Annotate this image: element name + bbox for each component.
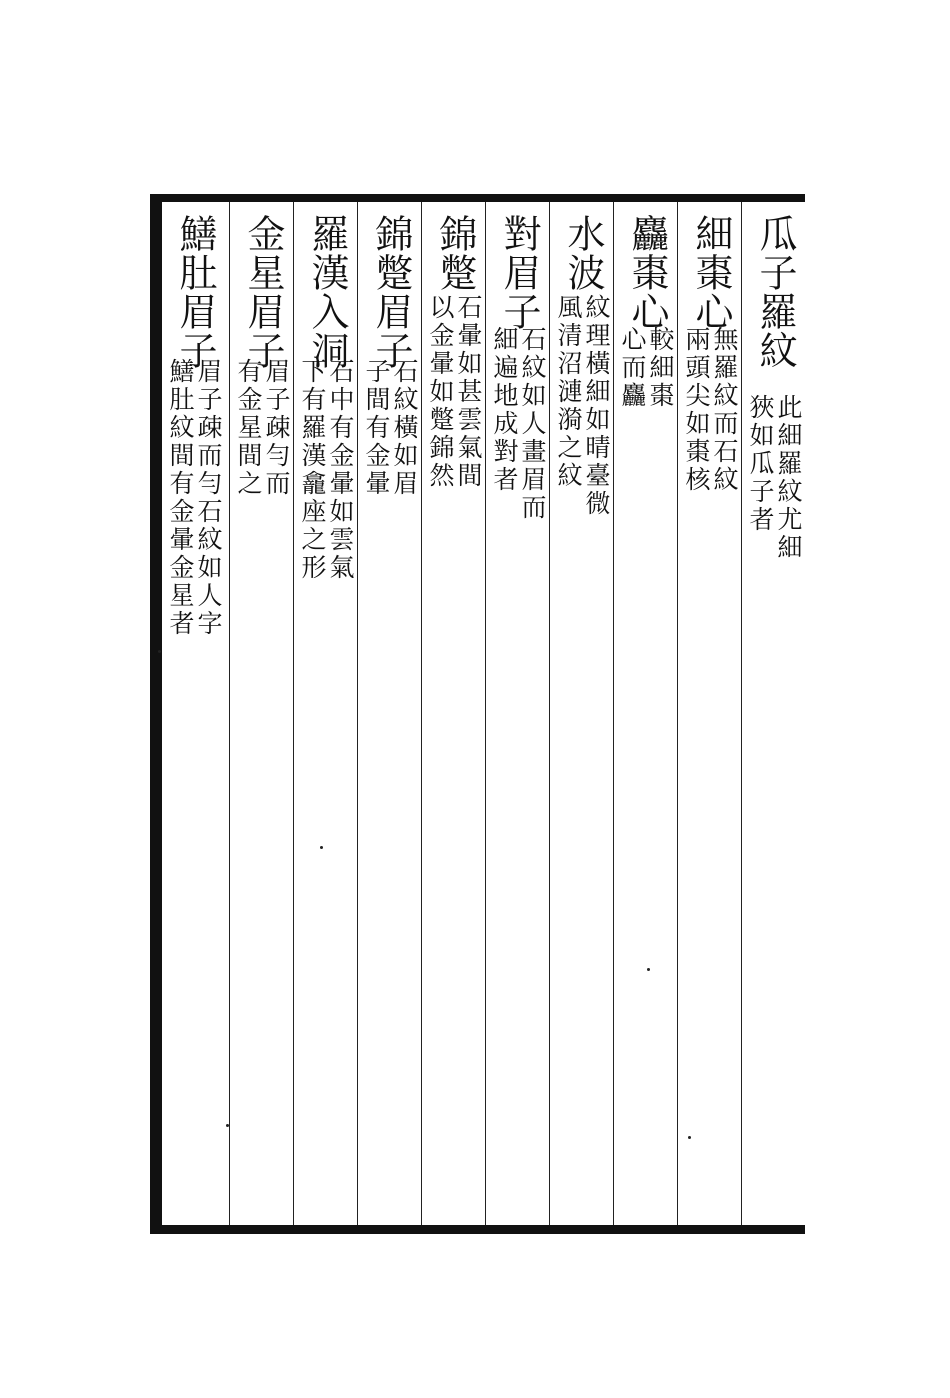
column-entry xyxy=(230,214,294,370)
ink-speck xyxy=(158,650,161,653)
column-entry xyxy=(550,214,614,292)
column-note xyxy=(618,326,674,410)
text-column-1 xyxy=(741,202,805,1225)
ink-speck xyxy=(647,968,650,971)
note-left-line: 風清沼漣漪之紋 xyxy=(554,294,583,490)
left-border-rule xyxy=(150,198,162,1230)
column-entry xyxy=(742,214,806,370)
column-title: 對眉子 xyxy=(497,214,541,331)
note-right-line: 石中有金暈如雲氣 xyxy=(326,358,355,582)
note-right-line: 石紋如人畫眉而 xyxy=(518,326,547,522)
text-column-5 xyxy=(485,202,549,1225)
note-left-line: 細遍地成對者 xyxy=(490,326,519,494)
note-left-line: 下有羅漢龕座之形 xyxy=(298,358,327,582)
top-border-rule xyxy=(150,194,805,202)
column-note xyxy=(166,358,222,638)
column-note xyxy=(682,326,738,494)
note-right-line: 較細棗 xyxy=(646,326,675,410)
note-right-line: 無羅紋而石紋 xyxy=(710,326,739,494)
column-title: 錦蹩眉子 xyxy=(369,214,413,370)
note-left-line: 狹如瓜子者 xyxy=(746,394,775,534)
bottom-border-rule xyxy=(150,1225,805,1234)
note-right-line: 眉子疎勻而 xyxy=(262,358,291,498)
text-column-7 xyxy=(357,202,421,1225)
ink-speck xyxy=(320,846,323,849)
column-title: 麤棗心 xyxy=(625,214,669,331)
column-title: 水波 xyxy=(561,214,605,292)
column-entry xyxy=(678,214,742,331)
column-note xyxy=(426,294,482,490)
text-column-2 xyxy=(677,202,741,1225)
column-title: 鱔肚眉子 xyxy=(173,214,217,370)
column-note xyxy=(490,326,546,522)
note-right-line: 紋理橫細如晴臺微 xyxy=(582,294,611,518)
column-entry xyxy=(486,214,550,331)
note-left-line: 有金星間之 xyxy=(234,358,263,498)
text-frame xyxy=(150,194,805,1234)
column-note xyxy=(554,294,610,518)
note-right-line: 石暈如甚雲氣間 xyxy=(454,294,483,490)
text-column-8 xyxy=(293,202,357,1225)
column-entry xyxy=(358,214,422,370)
column-entry xyxy=(162,214,226,370)
column-note xyxy=(298,358,354,582)
note-left-line: 鱔肚紋間有金暈金星者 xyxy=(166,358,195,638)
column-entry xyxy=(294,214,358,370)
ink-speck xyxy=(226,1124,229,1127)
column-note xyxy=(234,358,290,498)
note-right-line: 此細羅紋尤細 xyxy=(774,394,803,562)
note-left-line: 心而麤 xyxy=(618,326,647,410)
column-title: 金星眉子 xyxy=(241,214,285,370)
column-title: 錦蹩 xyxy=(433,214,477,292)
text-columns xyxy=(162,202,805,1225)
column-entry xyxy=(614,214,678,331)
text-column-4 xyxy=(549,202,613,1225)
column-title: 細棗心 xyxy=(689,214,733,331)
column-note xyxy=(362,358,418,498)
note-left-line: 子間有金暈 xyxy=(362,358,391,498)
note-right-line: 石紋橫如眉 xyxy=(390,358,419,498)
column-entry xyxy=(422,214,486,292)
note-left-line: 以金暈如蹩錦然 xyxy=(426,294,455,490)
text-column-9 xyxy=(229,202,293,1225)
text-column-10 xyxy=(162,202,226,1225)
note-left-line: 兩頭尖如棗核 xyxy=(682,326,711,494)
column-note xyxy=(746,394,802,562)
text-column-6 xyxy=(421,202,485,1225)
ink-speck xyxy=(688,1136,691,1139)
column-title: 瓜子羅紋 xyxy=(753,214,797,370)
text-column-3 xyxy=(613,202,677,1225)
column-title: 羅漢入洞 xyxy=(305,214,349,370)
note-right-line: 眉子疎而勻石紋如人字 xyxy=(194,358,223,638)
